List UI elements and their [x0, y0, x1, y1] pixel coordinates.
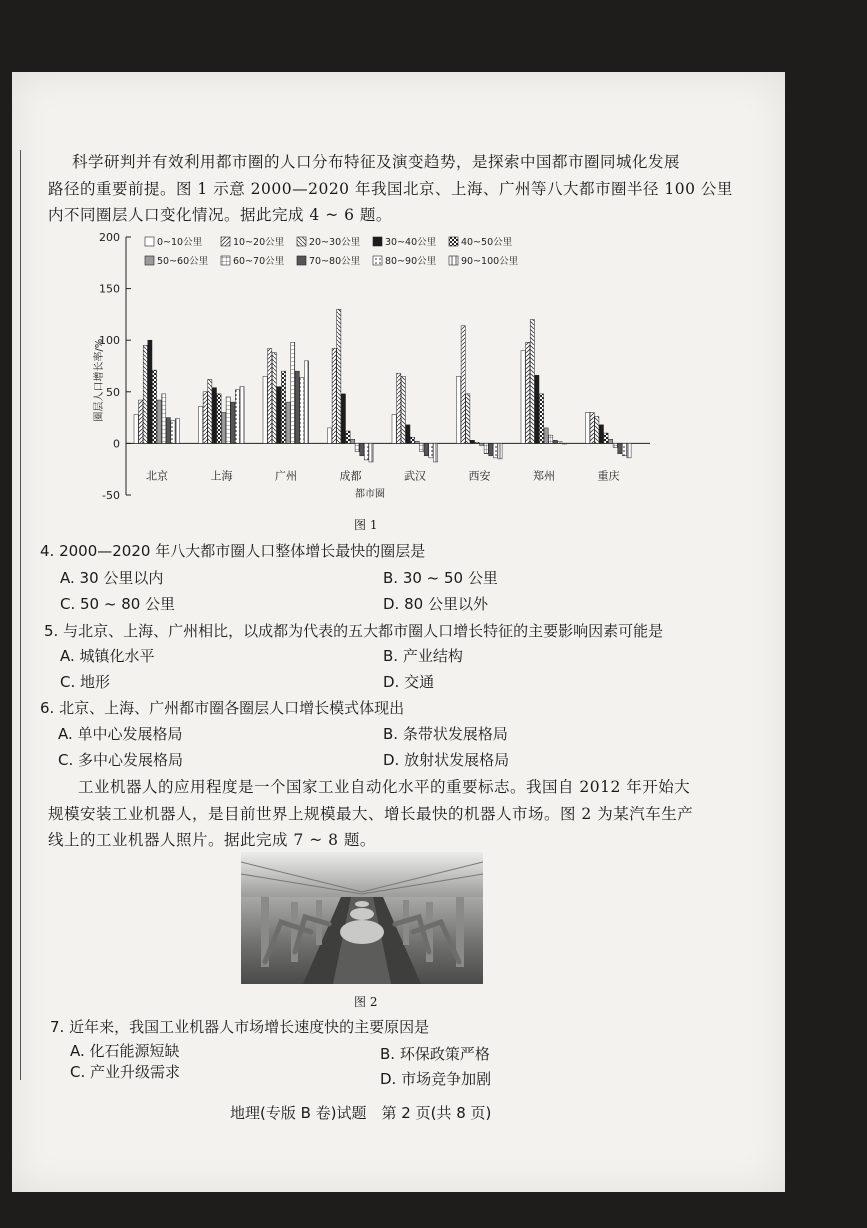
bar — [281, 371, 285, 443]
bar — [627, 443, 631, 457]
bar — [613, 443, 617, 447]
bar — [143, 345, 147, 443]
legend-label: 80~90公里 — [385, 256, 437, 267]
bar — [304, 361, 308, 444]
bar — [364, 443, 368, 460]
question-7-option-b: B. 环保政策严格 — [380, 1045, 490, 1063]
page-footer: 地理(专版 B 卷)试题 第 2 页(共 8 页) — [230, 1104, 492, 1122]
bar — [521, 351, 525, 444]
question-5-option-b: B. 产业结构 — [383, 647, 463, 665]
legend-swatch — [449, 237, 458, 246]
bar — [139, 400, 143, 443]
bar — [226, 397, 230, 443]
legend-label: 60~70公里 — [233, 256, 285, 267]
bar — [429, 443, 433, 457]
bar — [484, 443, 488, 453]
bar — [595, 417, 599, 444]
bar — [530, 320, 534, 444]
bar — [493, 443, 497, 457]
legend-label: 20~30公里 — [309, 237, 361, 248]
bar — [295, 371, 299, 443]
bar — [369, 443, 373, 462]
bar — [212, 388, 216, 444]
bar — [397, 373, 401, 443]
bar — [539, 394, 543, 444]
legend-swatch — [449, 256, 458, 265]
bar — [332, 348, 336, 443]
question-4-stem: 4. 2000—2020 年八大都市圈人口整体增长最快的圈层是 — [40, 542, 426, 560]
bar — [240, 387, 244, 444]
y-tick-label: -50 — [102, 489, 120, 502]
bar — [157, 400, 161, 443]
intro-2-line-1: 工业机器人的应用程度是一个国家工业自动化水平的重要标志。我国自 2012 年开始大 — [78, 778, 691, 796]
bar — [166, 418, 170, 444]
bar — [222, 412, 226, 443]
question-5-option-a: A. 城镇化水平 — [60, 647, 155, 665]
figure-1-caption: 图 1 — [354, 518, 378, 532]
question-5-stem: 5. 与北京、上海、广州相比，以成都为代表的五大都市圈人口增长特征的主要影响因素可能是 — [44, 622, 664, 640]
bar — [586, 412, 590, 443]
legend-swatch — [221, 256, 230, 265]
bar — [162, 394, 166, 444]
bar — [355, 443, 359, 451]
legend-label: 90~100公里 — [461, 256, 519, 267]
bar — [263, 376, 267, 443]
bar — [272, 353, 276, 444]
bar — [549, 435, 553, 443]
bar — [544, 428, 548, 443]
bar — [420, 443, 424, 451]
question-7-option-c: C. 产业升级需求 — [70, 1063, 181, 1081]
category-label: 广州 — [275, 469, 297, 483]
question-6-option-a: A. 单中心发展格局 — [58, 725, 183, 743]
intro-1-line-2: 路径的重要前提。图 1 示意 2000—2020 年我国北京、上海、广州等八大都市圈半径 100 公里 — [48, 180, 733, 198]
bar — [599, 425, 603, 444]
bar — [433, 443, 437, 462]
legend-swatch — [297, 256, 306, 265]
question-6-stem: 6. 北京、上海、广州都市圈各圈层人口增长模式体现出 — [40, 699, 405, 717]
category-label: 上海 — [210, 469, 233, 483]
category-label: 重庆 — [597, 469, 620, 483]
bar — [346, 431, 350, 443]
question-4-option-b: B. 30 ~ 50 公里 — [383, 569, 498, 587]
bar — [461, 326, 465, 444]
bar — [475, 442, 479, 443]
bar — [199, 406, 203, 443]
question-7-option-d: D. 市场竞争加剧 — [380, 1070, 492, 1088]
margin-line — [20, 150, 21, 1080]
bar — [590, 412, 594, 443]
bar — [558, 441, 562, 443]
legend-swatch — [373, 256, 382, 265]
y-tick-label: 150 — [99, 282, 120, 296]
legend-label: 70~80公里 — [309, 256, 361, 267]
y-axis-label: 圈层人口增长率/% — [94, 338, 105, 422]
bar — [466, 394, 470, 444]
bar — [337, 309, 341, 443]
question-6-option-b: B. 条带状发展格局 — [383, 725, 508, 743]
bar — [480, 443, 484, 445]
question-4-option-d: D. 80 公里以外 — [383, 595, 488, 613]
bar — [217, 394, 221, 444]
bar — [231, 402, 235, 443]
bar — [498, 443, 502, 458]
bar — [489, 443, 493, 455]
legend-swatch — [145, 256, 154, 265]
bar — [171, 421, 175, 444]
bar — [328, 428, 332, 443]
bar — [415, 441, 419, 443]
intro-1-line-1: 科学研判并有效利用都市圈的人口分布特征及演变趋势，是探索中国都市圈同城化发展 — [72, 153, 681, 171]
question-5-option-d: D. 交通 — [383, 673, 435, 691]
category-label: 成都 — [339, 469, 362, 483]
bar — [277, 387, 281, 444]
bar — [457, 376, 461, 443]
population-growth-chart — [90, 225, 670, 515]
bar — [291, 342, 295, 443]
bar — [526, 342, 530, 443]
bar — [622, 443, 626, 455]
legend-swatch — [373, 237, 382, 246]
y-tick-label: 200 — [99, 231, 120, 244]
bar — [300, 377, 304, 443]
bar — [562, 443, 566, 444]
bar — [535, 375, 539, 443]
intro-2-line-2: 规模安装工业机器人，是目前世界上规模最大、增长最快的机器人市场。图 2 为某汽车生产 — [48, 805, 694, 823]
x-axis-label: 都市圈 — [355, 489, 385, 500]
bar — [268, 348, 272, 443]
bar — [406, 425, 410, 444]
bar — [152, 370, 156, 443]
bar — [148, 340, 152, 443]
bar — [618, 443, 622, 453]
y-tick-label: 0 — [113, 437, 120, 451]
bar — [424, 443, 428, 455]
bar — [286, 402, 290, 443]
category-label: 北京 — [146, 469, 168, 483]
bar — [360, 443, 364, 455]
bar — [392, 415, 396, 444]
bar — [604, 433, 608, 443]
question-4-option-a: A. 30 公里以内 — [60, 569, 164, 587]
question-7-option-a: A. 化石能源短缺 — [70, 1042, 180, 1060]
category-label: 西安 — [468, 469, 491, 483]
bar — [208, 379, 212, 443]
bar — [341, 394, 345, 444]
legend-swatch — [297, 237, 306, 246]
legend-label: 40~50公里 — [461, 237, 513, 248]
question-5-option-c: C. 地形 — [60, 673, 111, 691]
bar — [410, 437, 414, 443]
bar — [134, 415, 138, 444]
category-label: 郑州 — [533, 469, 555, 483]
legend-label: 50~60公里 — [157, 256, 209, 267]
bar — [553, 440, 557, 443]
bar — [401, 376, 405, 443]
intro-1-line-3: 内不同圈层人口变化情况。据此完成 4 ~ 6 题。 — [48, 206, 392, 224]
y-tick-label: 50 — [106, 385, 120, 399]
legend-label: 30~40公里 — [385, 237, 437, 248]
figure-2-caption: 图 2 — [354, 995, 378, 1009]
intro-2-line-3: 线上的工业机器人照片。据此完成 7 ~ 8 题。 — [48, 831, 376, 849]
bar — [175, 419, 179, 444]
legend-label: 0~10公里 — [157, 237, 203, 248]
question-6-option-c: C. 多中心发展格局 — [58, 751, 184, 769]
factory-robot-photo — [241, 852, 483, 984]
question-6-option-d: D. 放射状发展格局 — [383, 751, 510, 769]
bar — [609, 439, 613, 443]
bar — [351, 439, 355, 443]
bar — [235, 390, 239, 444]
bar — [470, 440, 474, 443]
legend-swatch — [221, 237, 230, 246]
bar — [203, 392, 207, 444]
legend-swatch — [145, 237, 154, 246]
legend-label: 10~20公里 — [233, 237, 285, 248]
question-7-stem: 7. 近年来，我国工业机器人市场增长速度快的主要原因是 — [50, 1018, 430, 1036]
y-tick-label: 100 — [99, 334, 120, 348]
category-label: 武汉 — [404, 469, 426, 483]
question-4-option-c: C. 50 ~ 80 公里 — [60, 595, 176, 613]
